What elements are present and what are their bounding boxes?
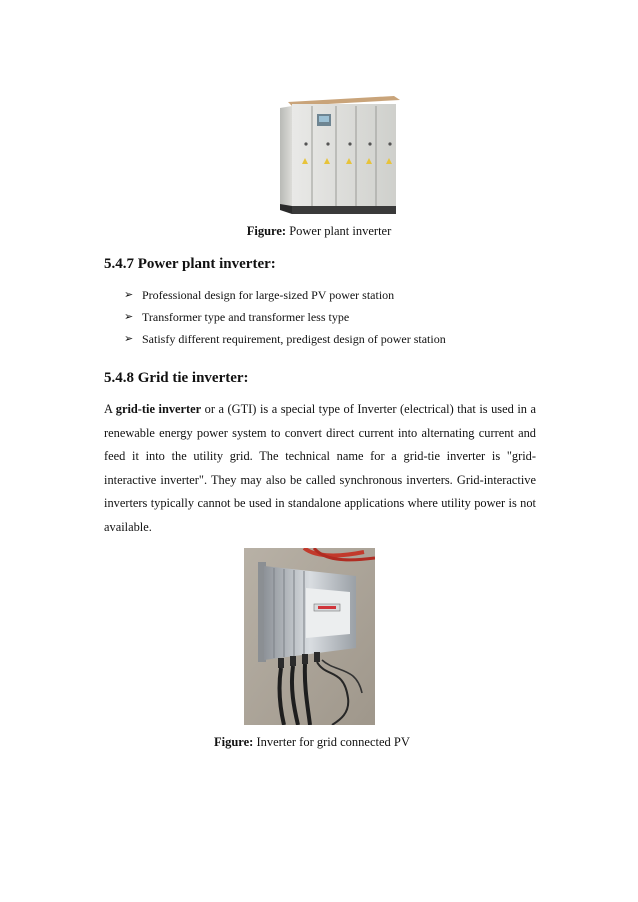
figure-caption: [0, 224, 638, 239]
bold-term: grid-tie inverter: [115, 402, 202, 416]
caption-label: Figure:: [246, 224, 287, 238]
arrow-bullet-icon: ➢: [124, 289, 134, 301]
caption-label: Figure:: [214, 735, 254, 749]
figure-caption: [214, 735, 410, 750]
arrow-bullet-icon: ➢: [124, 311, 134, 323]
body-paragraph: [104, 400, 536, 542]
paragraph-line: feed it into the utility grid. The technical name for a grid-tie inverter is "grid-: [104, 449, 536, 464]
paragraph-line: renewable energy power system to convert direct current into alternating current and: [104, 425, 536, 440]
section-heading: 5.4.7 Power plant inverter:: [104, 256, 276, 272]
power-plant-inverter-image: [276, 92, 406, 220]
caption-text: Power plant inverter: [286, 224, 392, 238]
bullet-list: [124, 284, 446, 350]
section-heading: 5.4.8 Grid tie inverter:: [104, 370, 249, 386]
list-item: ➢ Professional design for large-sized PV power station: [124, 284, 446, 306]
arrow-bullet-icon: ➢: [124, 333, 134, 345]
paragraph-line: A grid-tie inverter or a (GTI) is a special type of Inverter (electrical) that is used in a: [104, 402, 536, 416]
list-item: ➢ Transformer type and transformer less type: [124, 306, 446, 328]
caption-text: Inverter for grid connected PV: [253, 735, 410, 749]
grid-tie-inverter-image: [244, 548, 375, 725]
paragraph-line: inverters typically cannot be used in standalone applications where utility power is not: [104, 496, 536, 511]
paragraph-line: interactive inverter". They may also be called synchronous inverters. Grid-interactive: [104, 472, 536, 487]
list-item: ➢ Satisfy different requirement, predigest design of power station: [124, 328, 446, 350]
paragraph-line: available.: [104, 519, 152, 534]
